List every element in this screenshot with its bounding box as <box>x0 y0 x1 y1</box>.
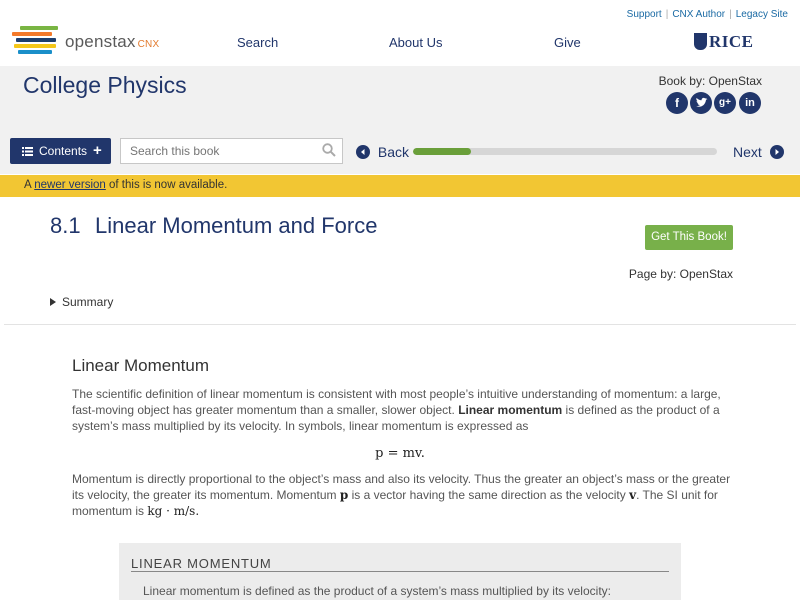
newer-version-link[interactable]: newer version <box>34 179 106 191</box>
next-arrow-icon <box>770 145 784 159</box>
cnx-author-link[interactable]: CNX Author <box>672 9 726 20</box>
definition-box-rule <box>131 571 669 572</box>
rice-logo[interactable]: RICE <box>694 32 754 52</box>
paragraph-2: Momentum is directly proportional to the object’s mass and also its velocity. Thus the greater an object’s mass or the greater its velocity, the greater its momentum. Momentum p is a vector having the same direction as the velocity v. The SI unit for momentum is kg · m/s. <box>72 472 731 518</box>
rice-shield-icon <box>694 33 707 50</box>
book-author: Book by: OpenStax <box>658 74 762 88</box>
section-heading: Linear Momentum <box>72 356 210 375</box>
nav-about-us[interactable]: About Us <box>389 35 443 50</box>
progress-fill <box>413 148 471 155</box>
openstax-logo-icon <box>12 26 58 54</box>
paragraph-1: The scientific definition of linear momentum is consistent with most people’s intuitive understanding of momentum: a large, fast-moving object has greater momentum than a smaller, slower object. Linear momentum is defined as the product of a system’s mass multiplied by its velocity. In symbols, linear momentum is expressed as <box>72 387 721 433</box>
google-plus-icon[interactable]: g+ <box>714 92 736 114</box>
plus-icon: + <box>93 142 102 159</box>
next-button[interactable]: Next <box>733 144 784 160</box>
get-this-book-button[interactable]: Get This Book! <box>645 225 733 250</box>
search-book-input[interactable] <box>120 138 343 164</box>
definition-box-title: LINEAR MOMENTUM <box>131 556 272 571</box>
top-header <box>0 0 800 66</box>
legacy-site-link[interactable]: Legacy Site <box>735 9 788 20</box>
menu-icon <box>22 147 33 156</box>
summary-toggle[interactable]: Summary <box>50 295 113 309</box>
definition-box-text: Linear momentum is defined as the product of a system’s mass multiplied by its velocity: <box>143 584 611 598</box>
book-progress-bar <box>413 148 717 155</box>
back-button[interactable]: Back <box>356 144 409 160</box>
search-icon[interactable] <box>322 143 336 157</box>
newer-version-notice: A newer version of this is now available. <box>0 175 800 197</box>
back-arrow-icon <box>356 145 370 159</box>
openstax-logo[interactable] <box>12 24 172 56</box>
nav-search[interactable]: Search <box>237 35 279 50</box>
divider <box>4 324 796 325</box>
triangle-right-icon <box>50 298 56 306</box>
facebook-icon[interactable]: f <box>666 92 688 114</box>
twitter-icon[interactable] <box>690 92 712 114</box>
page-author: Page by: OpenStax <box>628 267 733 281</box>
contents-button[interactable]: Contents + <box>10 138 111 164</box>
book-title[interactable]: College Physics <box>23 72 187 98</box>
nav-give[interactable]: Give <box>554 35 581 50</box>
logo-wordmark: openstax CNX <box>65 32 160 51</box>
section-number: 8.1 <box>50 213 81 238</box>
linkedin-icon[interactable]: in <box>739 92 761 114</box>
utility-links: Support | CNX Author | Legacy Site <box>626 9 788 20</box>
support-link[interactable]: Support <box>626 9 662 20</box>
page-title: Linear Momentum and Force <box>95 213 378 238</box>
momentum-equation: p = mv. <box>375 446 425 461</box>
